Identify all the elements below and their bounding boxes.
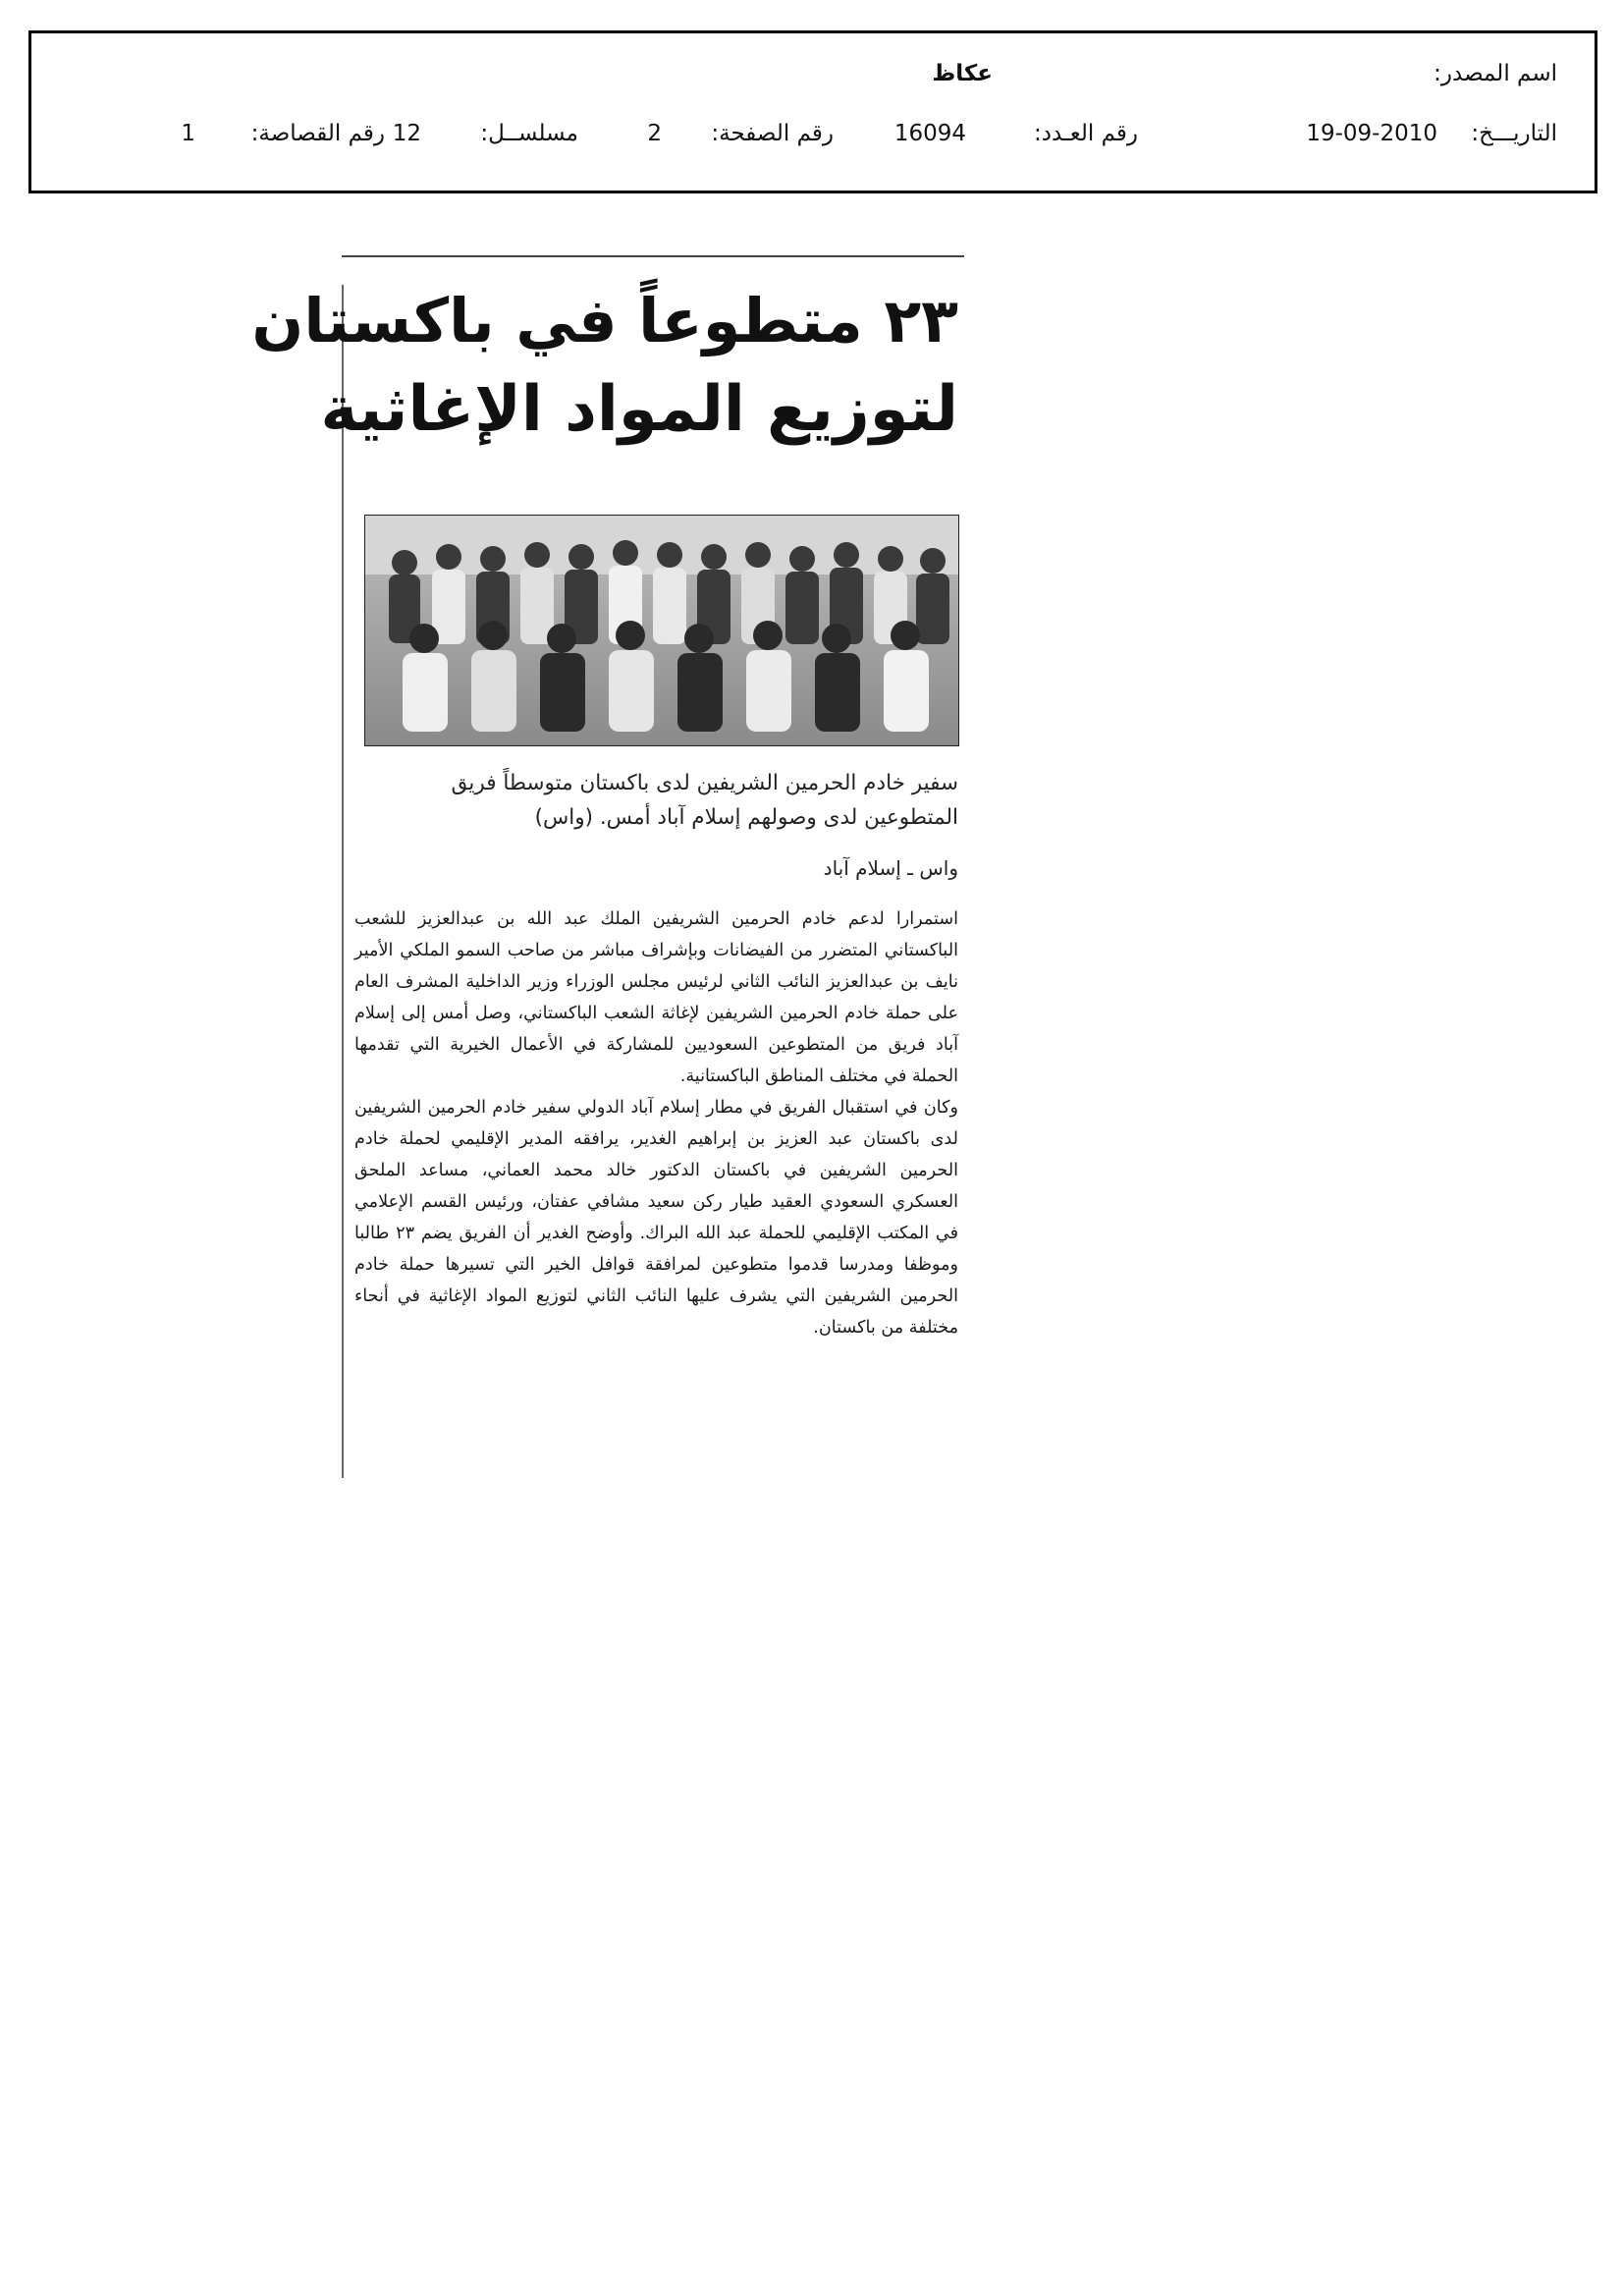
paragraph-2: وكان في استقبال الفريق في مطار إسلام آباد الدولي سفير خادم الحرمين الشريفين لدى باكستان عبد العزيز بن إبراهيم الغدير، يرافقه المدير الإقليمي لحملة خادم الحرمين الشريفين في باكستان الدكتور خالد محمد العماني، مساعد الملحق العسكري السعودي العقيد طيار ركن سعيد مشافي عفتان، ورئيس القسم الإعلامي في المكتب الإقليمي للحملة عبد الله البراك. وأوضح الغدير أن الفريق يضم ٢٣ طالبا وموظفا ومدرسا قدموا متطوعين لمرافقة قوافل الخير التي تسيرها حملة خادم الحرمين الشريفين التي يشرف عليها النائب الثاني لتوزيع المواد الإغاثية في أنحاء مختلفة من باكستان. <box>354 1098 958 1338</box>
article-dateline: واس ـ إسلام آباد <box>823 856 958 880</box>
top-rule <box>342 255 964 257</box>
issue-label: رقم العـدد: <box>1033 121 1138 146</box>
paragraph-1: استمرارا لدعم خادم الحرمين الشريفين الملك عبد الله بن عبدالعزيز للشعب الباكستاني المتضرر من الفيضانات وبإشراف مباشر من صاحب السمو الملكي الأمير نايف بن عبدالعزيز النائب الثاني لرئيس مجلس الوزراء وزير الداخلية المشرف العام على حملة خادم الحرمين الشريفين لإغاثة الشعب الباكستاني، وصل أمس إلى إسلام آباد فريق من المتطوعين السعوديين للمشاركة في الأعمال الخيرية التي تقدمها الحملة في مختلف المناطق الباكستانية. <box>354 909 958 1086</box>
serial-value: 12 <box>392 121 421 146</box>
date-label: التاريـــخ: <box>1471 121 1557 146</box>
serial-label: مسلســل: <box>480 121 578 146</box>
source-label: اسم المصدر: <box>1434 61 1557 86</box>
article-body <box>354 903 958 1343</box>
group-photo <box>364 515 959 746</box>
caption-line-1: سفير خادم الحرمين الشريفين لدى باكستان متوسطاً فريق <box>451 771 958 795</box>
clip-value: 1 <box>181 121 195 146</box>
headline-line-1: ٢٣ متطوعاً في باكستان <box>251 285 958 356</box>
group-photo-image <box>365 516 959 746</box>
date-value: 19-09-2010 <box>1306 121 1437 146</box>
clip-label: رقم القصاصة: <box>250 121 385 146</box>
caption-line-2: المتطوعين لدى وصولهم إسلام آباد أمس. (واس) <box>534 805 958 830</box>
page-value: 2 <box>647 121 662 146</box>
issue-value: 16094 <box>893 121 966 146</box>
page-label: رقم الصفحة: <box>711 121 834 146</box>
column-rule <box>342 285 344 1478</box>
clipping-header <box>28 30 1597 193</box>
photo-caption <box>359 766 958 835</box>
news-article <box>251 255 966 1483</box>
source-value: عكاظ <box>932 61 993 86</box>
headline-line-2: لتوزيع المواد الإغاثية <box>320 373 958 446</box>
